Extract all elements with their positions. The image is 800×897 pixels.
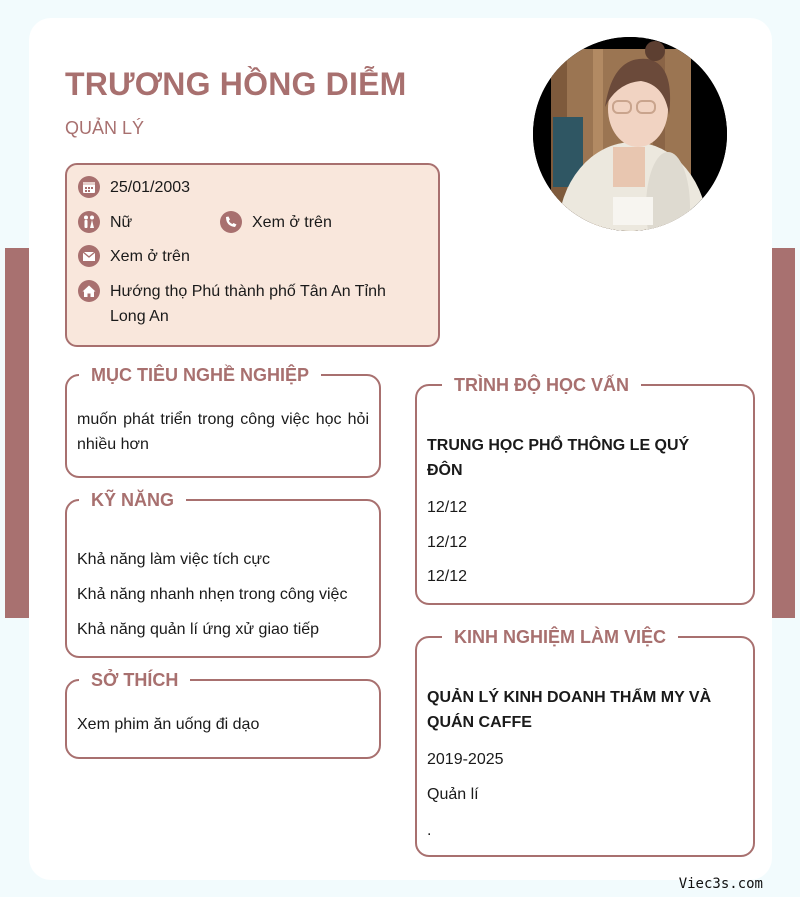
left-accent-band bbox=[5, 248, 29, 618]
skill-item: Khả năng làm việc tích cực bbox=[77, 551, 271, 568]
hobbies-text: Xem phim ăn uống đi dạo bbox=[77, 716, 260, 733]
email-value: Xem ở trên bbox=[110, 248, 190, 265]
email-row bbox=[78, 244, 190, 269]
address-row bbox=[78, 279, 386, 329]
experience-role: Quản lí bbox=[427, 786, 479, 803]
school-name-line-2: ĐÔN bbox=[427, 462, 463, 479]
hobbies-section bbox=[65, 670, 381, 759]
school-name-line-1: TRUNG HỌC PHỔ THÔNG LE QUÝ bbox=[427, 437, 690, 454]
skill-item: Khả năng nhanh nhẹn trong công việc bbox=[77, 586, 348, 603]
candidate-name: TRƯƠNG HỒNG DIỄM bbox=[65, 66, 407, 102]
company-name-line-1: QUẢN LÝ KINH DOANH THẨM MY VÀ bbox=[427, 689, 712, 706]
address-value bbox=[110, 279, 386, 329]
gender-value: Nữ bbox=[110, 214, 133, 231]
avatar-photo bbox=[533, 37, 727, 231]
watermark: Viec3s.com bbox=[678, 876, 763, 892]
phone-value: Xem ở trên bbox=[252, 214, 332, 231]
skills-heading: KỸ NĂNG bbox=[79, 487, 186, 513]
calendar-icon bbox=[78, 176, 100, 198]
experience-section bbox=[415, 627, 755, 857]
hobbies-heading: SỞ THÍCH bbox=[79, 667, 190, 693]
objective-text: muốn phát triển trong công việc học hỏi nhiều hơn bbox=[77, 411, 369, 453]
address-line-2: Long An bbox=[110, 308, 169, 325]
job-title: QUẢN LÝ bbox=[65, 118, 145, 138]
address-line-1: Hướng thọ Phú thành phố Tân An Tỉnh bbox=[110, 283, 386, 300]
gender-icon bbox=[78, 211, 100, 233]
home-icon bbox=[78, 280, 100, 302]
education-heading: TRÌNH ĐỘ HỌC VẤN bbox=[442, 372, 641, 398]
experience-heading: KINH NGHIỆM LÀM VIỆC bbox=[442, 624, 678, 650]
experience-period: 2019-2025 bbox=[427, 751, 504, 768]
education-row: 12/12 bbox=[427, 499, 468, 516]
birthday-value: 25/01/2003 bbox=[110, 179, 191, 196]
phone-row bbox=[220, 210, 332, 235]
mail-icon bbox=[78, 245, 100, 267]
education-row: 12/12 bbox=[427, 568, 468, 585]
objective-section bbox=[65, 365, 381, 478]
gender-row bbox=[78, 210, 132, 235]
education-section bbox=[415, 375, 755, 605]
skills-section bbox=[65, 490, 381, 658]
company-name-line-2: QUÁN CAFFE bbox=[427, 714, 532, 731]
avatar bbox=[533, 37, 727, 231]
birthday-row bbox=[78, 175, 190, 200]
education-row: 12/12 bbox=[427, 534, 468, 551]
objective-heading: MỤC TIÊU NGHỀ NGHIỆP bbox=[79, 362, 321, 388]
right-accent-band bbox=[772, 248, 795, 618]
personal-info-box bbox=[65, 163, 440, 347]
skill-item: Khả năng quản lí ứng xử giao tiếp bbox=[77, 621, 320, 638]
phone-icon bbox=[220, 211, 242, 233]
experience-note: . bbox=[427, 822, 432, 839]
